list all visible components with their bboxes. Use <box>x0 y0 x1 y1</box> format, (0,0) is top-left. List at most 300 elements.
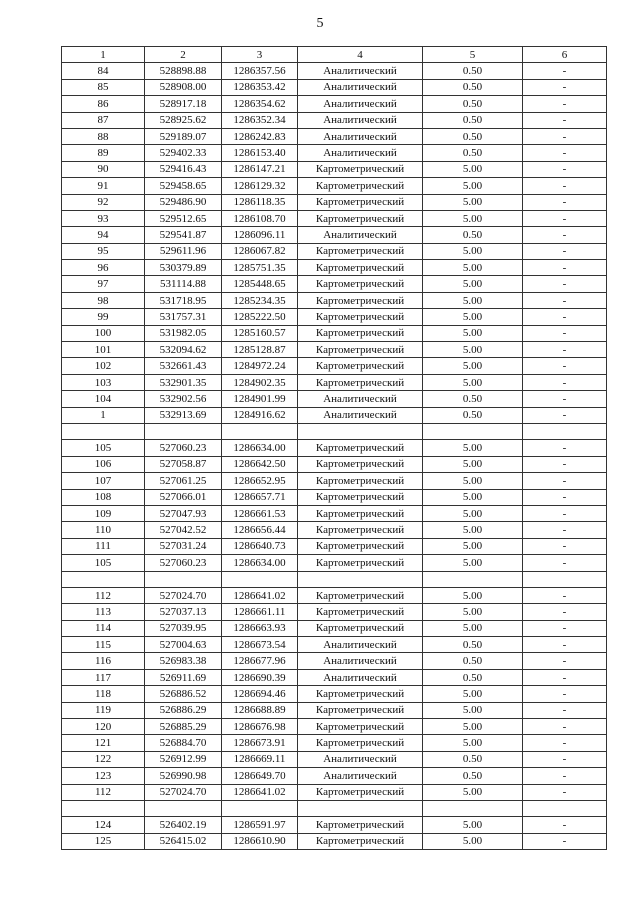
table-row <box>62 473 607 489</box>
table-cell: - <box>523 79 607 95</box>
table-cell: - <box>523 735 607 751</box>
table-cell: 0.50 <box>423 112 523 128</box>
table-cell: - <box>523 505 607 521</box>
table-cell: 5.00 <box>423 178 523 194</box>
table-cell: 0.50 <box>423 227 523 243</box>
table-row <box>62 702 607 718</box>
table-cell: - <box>523 342 607 358</box>
page-number: 5 <box>316 16 324 31</box>
table-cell: 5.00 <box>423 260 523 276</box>
table-cell: 5.00 <box>423 194 523 210</box>
table-row <box>62 768 607 784</box>
table-cell: 87 <box>62 112 145 128</box>
table-cell: 125 <box>62 833 145 849</box>
table-cell: 1286673.54 <box>222 637 298 653</box>
table-cell: 93 <box>62 210 145 226</box>
table-row <box>62 325 607 341</box>
table-cell <box>423 571 523 587</box>
table-cell: Картометрический <box>298 522 423 538</box>
table-cell: 526886.29 <box>145 702 222 718</box>
table-row <box>62 194 607 210</box>
table-cell: 5.00 <box>423 276 523 292</box>
table-cell: 5.00 <box>423 833 523 849</box>
table-cell: 5.00 <box>423 374 523 390</box>
table-cell: 86 <box>62 96 145 112</box>
table-cell: 112 <box>62 784 145 800</box>
table-cell: 1286634.00 <box>222 440 298 456</box>
table-row <box>62 489 607 505</box>
table-cell: 100 <box>62 325 145 341</box>
table-cell: Картометрический <box>298 702 423 718</box>
table-cell: 1286129.32 <box>222 178 298 194</box>
table-cell: 529512.65 <box>145 210 222 226</box>
table-cell: 527060.23 <box>145 555 222 571</box>
table-cell: 1286641.02 <box>222 784 298 800</box>
table-cell: - <box>523 194 607 210</box>
table-cell: 5.00 <box>423 505 523 521</box>
table-cell: 527039.95 <box>145 620 222 636</box>
table-cell: 85 <box>62 79 145 95</box>
table-cell: 1286669.11 <box>222 751 298 767</box>
table-cell: 1286694.46 <box>222 686 298 702</box>
table-cell: Картометрический <box>298 505 423 521</box>
table-cell: 0.50 <box>423 145 523 161</box>
table-row <box>62 63 607 79</box>
table-cell: - <box>523 407 607 423</box>
table-cell: - <box>523 440 607 456</box>
table-cell: Аналитический <box>298 227 423 243</box>
table-cell: - <box>523 686 607 702</box>
table-cell: 528925.62 <box>145 112 222 128</box>
column-header: 6 <box>523 47 607 63</box>
table-cell: 0.50 <box>423 391 523 407</box>
table-cell: - <box>523 637 607 653</box>
table-cell: 532902.56 <box>145 391 222 407</box>
table-cell: 5.00 <box>423 342 523 358</box>
table-cell: 1285128.87 <box>222 342 298 358</box>
table-cell: 104 <box>62 391 145 407</box>
table-cell: 527061.25 <box>145 473 222 489</box>
table-cell: 1284901.99 <box>222 391 298 407</box>
table-cell: 1286641.02 <box>222 587 298 603</box>
table-cell: 91 <box>62 178 145 194</box>
table-cell: Картометрический <box>298 260 423 276</box>
table-cell: - <box>523 227 607 243</box>
table-cell: - <box>523 768 607 784</box>
table-row <box>62 423 607 439</box>
table-cell: Картометрический <box>298 243 423 259</box>
table-cell: 1286153.40 <box>222 145 298 161</box>
table-cell: 5.00 <box>423 473 523 489</box>
table-cell: 99 <box>62 309 145 325</box>
table-cell: - <box>523 784 607 800</box>
table-cell: Картометрический <box>298 538 423 554</box>
table-row <box>62 817 607 833</box>
table-row <box>62 620 607 636</box>
table-cell: 529416.43 <box>145 161 222 177</box>
table-cell: 111 <box>62 538 145 554</box>
table-cell: 526885.29 <box>145 719 222 735</box>
table-cell: 526990.98 <box>145 768 222 784</box>
table-cell: - <box>523 702 607 718</box>
table-cell: - <box>523 604 607 620</box>
table-cell: 107 <box>62 473 145 489</box>
table-cell: 531718.95 <box>145 292 222 308</box>
table-row <box>62 719 607 735</box>
table-cell: 529402.33 <box>145 145 222 161</box>
table-cell <box>423 423 523 439</box>
table-row <box>62 374 607 390</box>
table-cell: Аналитический <box>298 407 423 423</box>
column-header: 3 <box>222 47 298 63</box>
table-cell: - <box>523 309 607 325</box>
table-cell <box>298 800 423 816</box>
table-row <box>62 669 607 685</box>
table-cell: 527058.87 <box>145 456 222 472</box>
table-cell: 532094.62 <box>145 342 222 358</box>
table-cell: - <box>523 751 607 767</box>
table-cell: - <box>523 243 607 259</box>
table-cell: 0.50 <box>423 669 523 685</box>
table-cell: 106 <box>62 456 145 472</box>
table-cell: 5.00 <box>423 735 523 751</box>
table-cell: 527004.63 <box>145 637 222 653</box>
table-cell: 1284916.62 <box>222 407 298 423</box>
table-row <box>62 833 607 849</box>
table-cell: 529541.87 <box>145 227 222 243</box>
table-row <box>62 210 607 226</box>
table-cell: 0.50 <box>423 751 523 767</box>
table-cell: Картометрический <box>298 686 423 702</box>
table-cell: Картометрический <box>298 833 423 849</box>
table-cell: 1286067.82 <box>222 243 298 259</box>
table-cell: - <box>523 210 607 226</box>
table-cell: - <box>523 817 607 833</box>
table-row <box>62 784 607 800</box>
table-cell: 90 <box>62 161 145 177</box>
table-cell: - <box>523 292 607 308</box>
table-cell: - <box>523 669 607 685</box>
table-cell: 527060.23 <box>145 440 222 456</box>
table-cell: 89 <box>62 145 145 161</box>
table-cell: Картометрический <box>298 473 423 489</box>
table-cell: 96 <box>62 260 145 276</box>
table-cell: 95 <box>62 243 145 259</box>
table-cell: 1286591.97 <box>222 817 298 833</box>
table-cell: 123 <box>62 768 145 784</box>
table-cell: - <box>523 112 607 128</box>
table-cell: 94 <box>62 227 145 243</box>
table-cell: 105 <box>62 440 145 456</box>
table-cell: - <box>523 538 607 554</box>
table-cell: 5.00 <box>423 555 523 571</box>
table-cell: 527042.52 <box>145 522 222 538</box>
table-cell <box>145 571 222 587</box>
table-cell: 1286147.21 <box>222 161 298 177</box>
table-cell: - <box>523 522 607 538</box>
table-cell: 5.00 <box>423 456 523 472</box>
table-cell <box>222 800 298 816</box>
table-row <box>62 161 607 177</box>
coordinates-table <box>61 46 607 850</box>
table-cell: 5.00 <box>423 243 523 259</box>
table-cell: 118 <box>62 686 145 702</box>
table-cell: Аналитический <box>298 112 423 128</box>
table-cell: 527066.01 <box>145 489 222 505</box>
table-row <box>62 407 607 423</box>
table-cell: 5.00 <box>423 817 523 833</box>
table-row <box>62 751 607 767</box>
table-cell: - <box>523 128 607 144</box>
table-row <box>62 276 607 292</box>
table-row <box>62 96 607 112</box>
table-row <box>62 522 607 538</box>
table-cell: 527031.24 <box>145 538 222 554</box>
table-cell: 526983.38 <box>145 653 222 669</box>
table-cell: 5.00 <box>423 292 523 308</box>
table-cell: Аналитический <box>298 751 423 767</box>
table-cell: 1286663.93 <box>222 620 298 636</box>
table-cell: 121 <box>62 735 145 751</box>
table-cell: Картометрический <box>298 194 423 210</box>
table-row <box>62 456 607 472</box>
table-row <box>62 505 607 521</box>
table-cell: 1286108.70 <box>222 210 298 226</box>
table-row <box>62 391 607 407</box>
table-cell: 528898.88 <box>145 63 222 79</box>
table-cell: 532661.43 <box>145 358 222 374</box>
table-cell: 1286642.50 <box>222 456 298 472</box>
table-cell: 1286242.83 <box>222 128 298 144</box>
table-row <box>62 686 607 702</box>
table-cell: - <box>523 63 607 79</box>
table-cell: - <box>523 456 607 472</box>
table-cell: 5.00 <box>423 309 523 325</box>
table-cell: - <box>523 145 607 161</box>
table-cell: 5.00 <box>423 620 523 636</box>
table-row <box>62 653 607 669</box>
table-cell <box>298 423 423 439</box>
table-row <box>62 178 607 194</box>
table-cell: 5.00 <box>423 719 523 735</box>
table-cell: Аналитический <box>298 63 423 79</box>
table-cell <box>62 571 145 587</box>
table-cell <box>523 423 607 439</box>
table-cell: - <box>523 473 607 489</box>
table-cell: 117 <box>62 669 145 685</box>
table-cell: 0.50 <box>423 63 523 79</box>
table-cell: 1286656.44 <box>222 522 298 538</box>
table-cell: 1286096.11 <box>222 227 298 243</box>
table-cell: 5.00 <box>423 538 523 554</box>
table-cell: 527024.70 <box>145 784 222 800</box>
table-row <box>62 538 607 554</box>
table-cell: Картометрический <box>298 456 423 472</box>
table-cell: - <box>523 358 607 374</box>
table-cell: 526911.69 <box>145 669 222 685</box>
table-cell: 528908.00 <box>145 79 222 95</box>
table-cell <box>298 571 423 587</box>
table-cell: 88 <box>62 128 145 144</box>
table-cell: 122 <box>62 751 145 767</box>
table-cell: 5.00 <box>423 604 523 620</box>
table-cell: 527047.93 <box>145 505 222 521</box>
table-cell: 109 <box>62 505 145 521</box>
table-cell: 92 <box>62 194 145 210</box>
table-cell: 0.50 <box>423 768 523 784</box>
table-cell: 1285234.35 <box>222 292 298 308</box>
column-header: 4 <box>298 47 423 63</box>
table-cell: Картометрический <box>298 342 423 358</box>
table-cell: 532901.35 <box>145 374 222 390</box>
table-cell: 1284972.24 <box>222 358 298 374</box>
table-cell: Картометрический <box>298 735 423 751</box>
table-cell: 5.00 <box>423 702 523 718</box>
table-cell: 1286640.73 <box>222 538 298 554</box>
table-cell: Аналитический <box>298 79 423 95</box>
table-cell: 1285448.65 <box>222 276 298 292</box>
table-row <box>62 358 607 374</box>
table-cell: 102 <box>62 358 145 374</box>
table-row <box>62 555 607 571</box>
table-cell: 1284902.35 <box>222 374 298 390</box>
table-cell: 5.00 <box>423 686 523 702</box>
table-cell: 103 <box>62 374 145 390</box>
table-cell: 1286634.00 <box>222 555 298 571</box>
table-cell: 1286657.71 <box>222 489 298 505</box>
table-cell: 526402.19 <box>145 817 222 833</box>
table-cell: 532913.69 <box>145 407 222 423</box>
table-row <box>62 637 607 653</box>
table-cell: Картометрический <box>298 719 423 735</box>
table-cell: Картометрический <box>298 309 423 325</box>
table-cell: 529611.96 <box>145 243 222 259</box>
table-cell: 529189.07 <box>145 128 222 144</box>
table-cell: 1286649.70 <box>222 768 298 784</box>
column-header: 5 <box>423 47 523 63</box>
table-cell: 0.50 <box>423 653 523 669</box>
table-cell: Аналитический <box>298 637 423 653</box>
table-cell: Картометрический <box>298 358 423 374</box>
table-cell: Аналитический <box>298 391 423 407</box>
table-row <box>62 800 607 816</box>
table-cell: - <box>523 325 607 341</box>
table-cell: 1285751.35 <box>222 260 298 276</box>
table-cell: Аналитический <box>298 96 423 112</box>
table-cell: 1286690.39 <box>222 669 298 685</box>
table-cell: 0.50 <box>423 128 523 144</box>
table-cell: - <box>523 833 607 849</box>
table-cell: - <box>523 587 607 603</box>
table-cell: 5.00 <box>423 522 523 538</box>
table-cell: Аналитический <box>298 768 423 784</box>
table-cell: - <box>523 653 607 669</box>
table-cell: Картометрический <box>298 276 423 292</box>
table-cell: - <box>523 489 607 505</box>
table-cell: 1286688.89 <box>222 702 298 718</box>
table-cell: Картометрический <box>298 587 423 603</box>
table-cell: Картометрический <box>298 374 423 390</box>
table-cell: 1286352.34 <box>222 112 298 128</box>
table-cell <box>145 423 222 439</box>
table-cell: Аналитический <box>298 669 423 685</box>
table-cell: Аналитический <box>298 145 423 161</box>
table-cell: Картометрический <box>298 161 423 177</box>
table-cell: 531757.31 <box>145 309 222 325</box>
table-cell: 5.00 <box>423 210 523 226</box>
table-cell: 1286610.90 <box>222 833 298 849</box>
table-cell: 124 <box>62 817 145 833</box>
table-cell: 529458.65 <box>145 178 222 194</box>
table-cell: 119 <box>62 702 145 718</box>
table-cell: 1286676.98 <box>222 719 298 735</box>
table-cell: Картометрический <box>298 440 423 456</box>
table-row <box>62 587 607 603</box>
table-cell: 0.50 <box>423 96 523 112</box>
table-cell: 526884.70 <box>145 735 222 751</box>
table-row <box>62 145 607 161</box>
table-cell: Картометрический <box>298 555 423 571</box>
table-cell: 5.00 <box>423 489 523 505</box>
table-row <box>62 292 607 308</box>
table-cell: - <box>523 260 607 276</box>
table-row <box>62 128 607 144</box>
table-cell: Аналитический <box>298 128 423 144</box>
table-cell: Картометрический <box>298 817 423 833</box>
table-cell: 1286118.35 <box>222 194 298 210</box>
table-row <box>62 112 607 128</box>
table-row <box>62 309 607 325</box>
table-row <box>62 440 607 456</box>
table-cell: 114 <box>62 620 145 636</box>
table-cell: 527024.70 <box>145 587 222 603</box>
table-cell: - <box>523 555 607 571</box>
table-row <box>62 260 607 276</box>
table-cell: - <box>523 276 607 292</box>
table-cell <box>423 800 523 816</box>
table-cell: - <box>523 620 607 636</box>
table-row <box>62 342 607 358</box>
table-cell: 110 <box>62 522 145 538</box>
table-cell: 0.50 <box>423 637 523 653</box>
table-cell: 0.50 <box>423 79 523 95</box>
table-cell: Картометрический <box>298 210 423 226</box>
table-cell: - <box>523 374 607 390</box>
table-cell: 5.00 <box>423 161 523 177</box>
column-header: 2 <box>145 47 222 63</box>
table-cell: 1285160.57 <box>222 325 298 341</box>
table-cell: 108 <box>62 489 145 505</box>
table-cell: Картометрический <box>298 604 423 620</box>
table-cell: 0.50 <box>423 407 523 423</box>
table-cell: 5.00 <box>423 587 523 603</box>
table-cell: 1286353.42 <box>222 79 298 95</box>
table-cell: 526912.99 <box>145 751 222 767</box>
table-cell <box>523 571 607 587</box>
table-cell: 101 <box>62 342 145 358</box>
table-cell <box>222 423 298 439</box>
table-cell: - <box>523 391 607 407</box>
table-cell: Картометрический <box>298 292 423 308</box>
table-cell: 105 <box>62 555 145 571</box>
table-cell: Картометрический <box>298 620 423 636</box>
table-cell: 5.00 <box>423 325 523 341</box>
table-cell: 98 <box>62 292 145 308</box>
table-cell: 113 <box>62 604 145 620</box>
table-cell: 1285222.50 <box>222 309 298 325</box>
table-cell: 116 <box>62 653 145 669</box>
table-cell <box>523 800 607 816</box>
